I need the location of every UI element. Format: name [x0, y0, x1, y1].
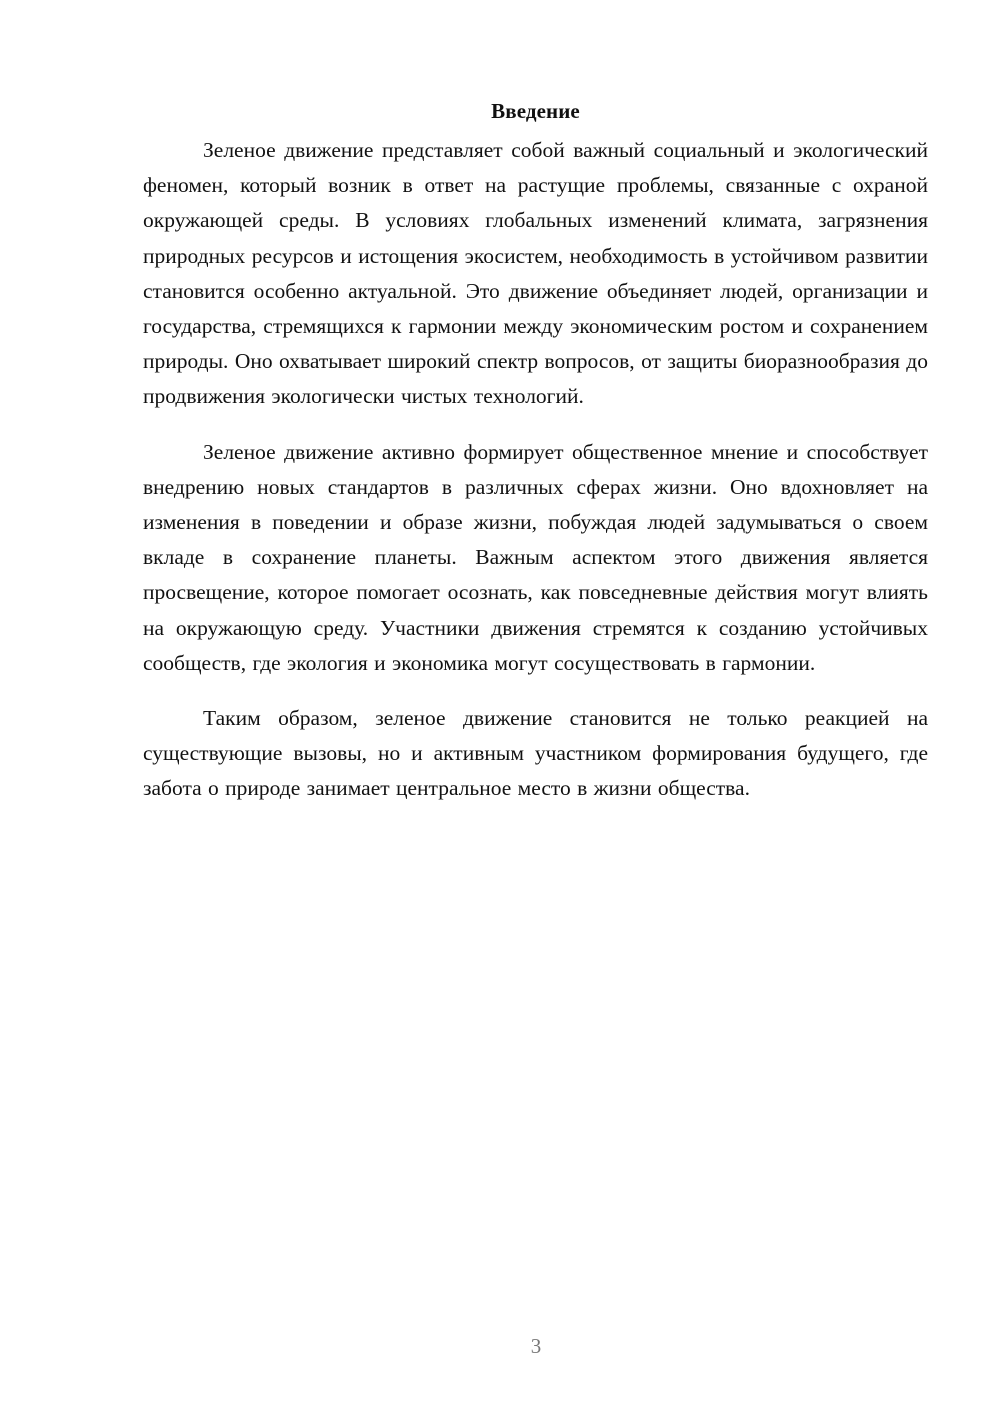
- paragraph-1: Зеленое движение представляет собой важный социальный и экологический феномен, который возник в ответ на растущие проблемы, связанные с охраной окружающей среды. В условиях глобальных изменений климата, загрязнения природных ресурсов и истощения экосистем, необходимость в устойчивом развитии становится особенно актуальной. Это движение объединяет людей, организации и государства, стремящихся к гармонии между экономическим ростом и сохранением природы. Оно охватывает широкий спектр вопросов, от защиты биоразнообразия до продвижения экологически чистых технологий.: [143, 138, 928, 409]
- paragraph-3: Таким образом, зеленое движение становится не только реакцией на существующие вызовы, но и активным участником формирования будущего, где забота о природе занимает центральное место в жизни общества.: [143, 706, 928, 801]
- section-title: Введение: [491, 99, 580, 123]
- paragraph-2: Зеленое движение активно формирует общественное мнение и способствует внедрению новых стандартов в различных сферах жизни. Оно вдохновляет на изменения в поведении и образе жизни, побуждая людей задумываться о своем вкладе в сохранение планеты. Важным аспектом этого движения является просвещение, которое помогает осознать, как повседневные действия могут влиять на окружающую среду. Участники движения стремятся к созданию устойчивых сообществ, где экология и экономика могут сосуществовать в гармонии.: [143, 439, 928, 675]
- page-content: [143, 96, 928, 827]
- page-number: 3: [530, 1334, 542, 1358]
